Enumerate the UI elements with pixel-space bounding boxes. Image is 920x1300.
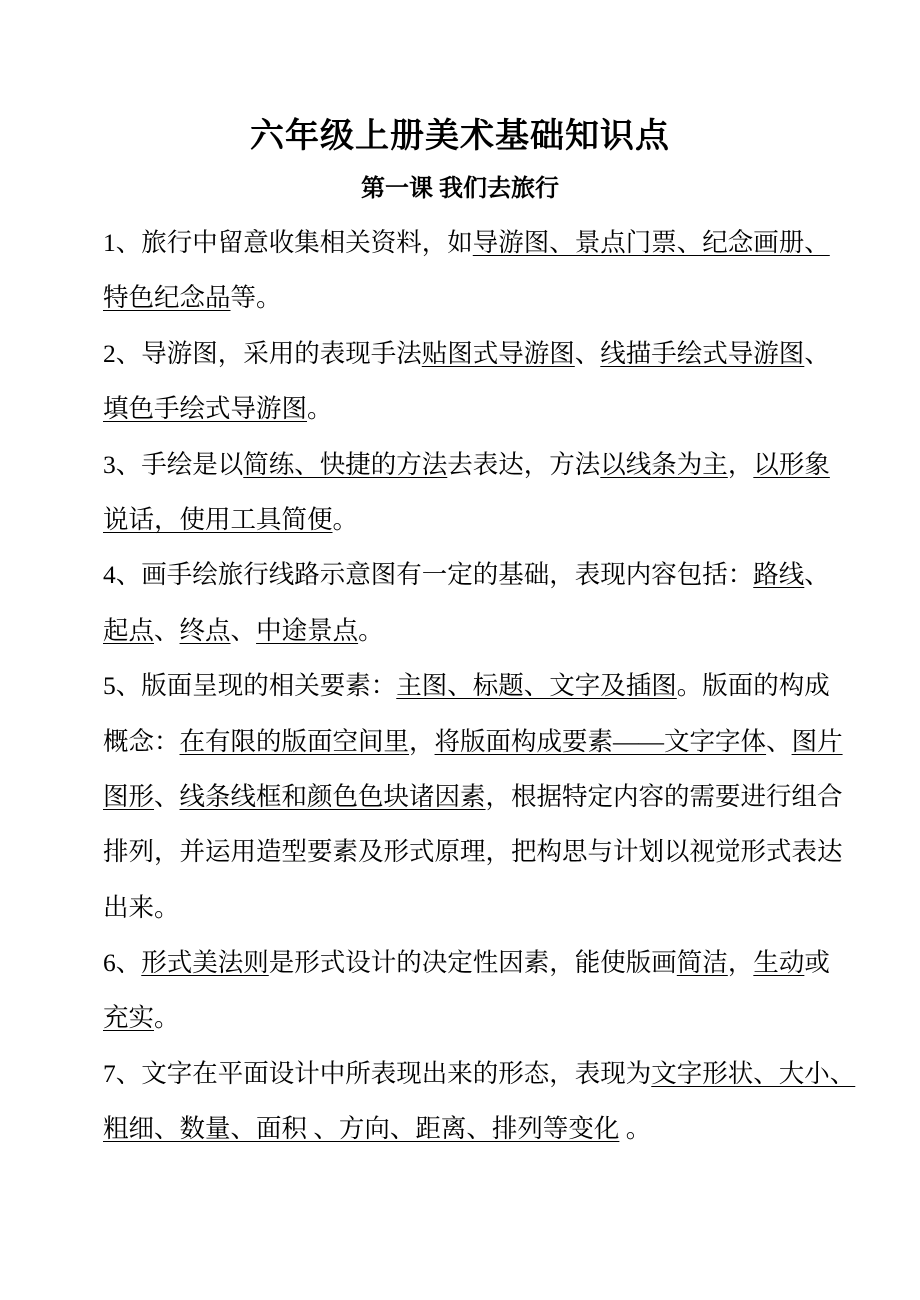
text-segment: ， <box>409 726 435 756</box>
text-segment: 1、旅行中留意收集相关资料，如 <box>103 228 473 257</box>
text-segment: 、 <box>804 338 830 368</box>
text-segment: 。 <box>619 1114 652 1144</box>
text-line <box>103 492 863 547</box>
text-segment: 。版面的构成 <box>676 671 830 701</box>
underlined-key-term: 粗细、数量、面积 、方向、距离、排列等变化 <box>103 1114 620 1144</box>
paragraph-7 <box>103 1046 863 1157</box>
text-line <box>103 381 863 436</box>
underlined-key-term: 以形象 <box>753 449 830 479</box>
text-segment: 4、画手绘旅行线路示意图有一定的基础，表现内容包括： <box>103 560 754 590</box>
text-segment: 。 <box>358 615 384 645</box>
text-line <box>103 603 863 658</box>
underlined-key-term: 起点 <box>103 615 155 645</box>
text-segment: 出来。 <box>103 892 180 922</box>
underlined-key-term: 贴图式导游图 <box>421 338 575 368</box>
document-body <box>103 215 863 1157</box>
underlined-key-term: 简洁 <box>676 948 728 978</box>
text-segment: 、 <box>154 781 180 811</box>
text-segment: 3、手绘是以 <box>103 449 244 479</box>
underlined-key-term: 线描手绘式导游图 <box>600 338 805 368</box>
underlined-key-term: 文字形状、大小、 <box>651 1058 856 1088</box>
text-segment: 、 <box>766 726 792 756</box>
underlined-key-term: 形式美法则 <box>141 948 269 978</box>
paragraph-2 <box>103 326 863 437</box>
paragraph-3 <box>103 437 863 548</box>
underlined-key-term: 填色手绘式导游图 <box>103 394 308 424</box>
text-segment: ， <box>727 948 754 978</box>
text-line <box>103 714 863 769</box>
text-segment: 。 <box>154 1003 180 1033</box>
text-line <box>103 935 863 990</box>
text-line <box>103 437 863 492</box>
underlined-key-term: 说话，使用工具简便 <box>103 504 333 534</box>
underlined-key-term: 特色纪念品 <box>103 283 231 313</box>
paragraph-5 <box>103 658 863 935</box>
underlined-key-term: 中途景点 <box>256 615 359 645</box>
underlined-key-term: 在有限的版面空间里 <box>179 726 410 756</box>
text-segment: 。 <box>307 394 333 424</box>
text-segment: 或 <box>804 948 830 978</box>
text-segment: 。 <box>332 504 359 534</box>
text-segment: ，根据特定内容的需要进行组合 <box>485 781 843 811</box>
text-line <box>103 1101 863 1156</box>
text-segment: 概念： <box>103 726 180 756</box>
text-segment: 排列，并运用造型要素及形式原理，把构思与计划以视觉形式表达 <box>103 837 843 867</box>
text-line <box>103 658 863 713</box>
text-segment: 、 <box>154 615 180 645</box>
text-line <box>103 215 863 270</box>
text-segment: 2、导游图，采用的表现手法 <box>103 338 422 368</box>
underlined-key-term: 生动 <box>753 948 805 978</box>
text-segment: 等。 <box>230 283 282 313</box>
text-segment: ， <box>727 449 754 479</box>
text-segment: 是形式设计的决定性因素，能使版画 <box>268 948 677 978</box>
paragraph-4 <box>103 547 863 658</box>
text-segment: 6、 <box>103 948 142 978</box>
paragraph-1 <box>103 215 863 326</box>
underlined-key-term: 图形 <box>103 781 155 811</box>
text-segment: 7、文字在平面设计中所表现出来的形态，表现为 <box>103 1058 652 1088</box>
text-line <box>103 547 863 602</box>
text-segment: 5、版面呈现的相关要素： <box>103 671 397 701</box>
underlined-key-term: 主图、标题、文字及插图 <box>396 671 677 701</box>
underlined-key-term: 导游图、景点门票、纪念画册、 <box>472 228 830 257</box>
underlined-key-term: 路线 <box>753 560 805 590</box>
underlined-key-term: 线条线框和颜色色块诸因素 <box>179 781 486 811</box>
text-line <box>103 769 863 824</box>
text-segment: 、 <box>804 560 830 590</box>
text-line <box>103 1046 863 1101</box>
underlined-key-term: 图片 <box>791 726 843 756</box>
text-line <box>103 824 863 879</box>
underlined-key-term: 以线条为主 <box>600 449 728 479</box>
document-title: 六年级上册美术基础知识点 <box>250 118 670 155</box>
underlined-key-term: 简练、快捷的方法 <box>243 449 448 479</box>
paragraph-6 <box>103 935 863 1046</box>
text-line <box>103 990 863 1045</box>
text-line <box>103 326 863 381</box>
text-line <box>103 270 863 325</box>
text-segment: 、 <box>574 338 601 368</box>
underlined-key-term: 终点 <box>179 615 231 645</box>
text-line <box>103 880 863 935</box>
text-segment: 去表达，方法 <box>447 449 601 479</box>
lesson-heading: 第一课 我们去旅行 <box>361 176 559 202</box>
underlined-key-term: 充实 <box>103 1003 155 1033</box>
text-segment: 、 <box>230 615 257 645</box>
underlined-key-term: 将版面构成要素——文字字体 <box>434 726 767 756</box>
